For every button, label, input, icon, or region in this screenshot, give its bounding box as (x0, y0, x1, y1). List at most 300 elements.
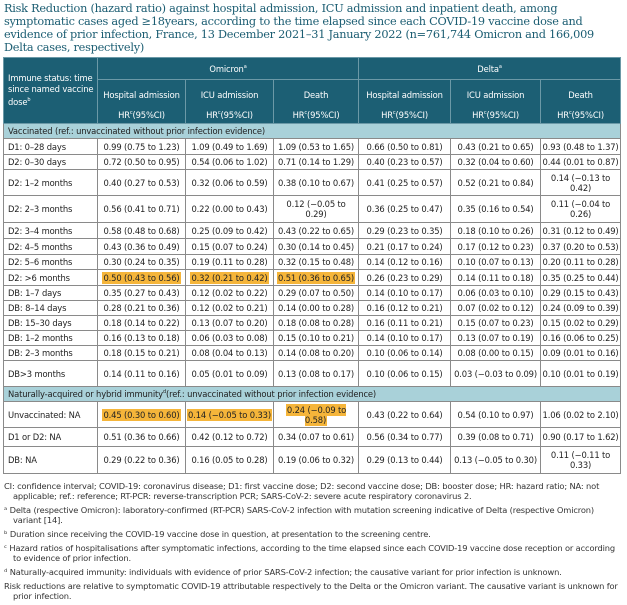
hr-value-cell (359, 428, 451, 447)
hr-value: 0.16 (0.13 to 0.18) (103, 333, 180, 343)
hr-label: HR (557, 109, 569, 120)
hr-value-cell (274, 196, 359, 223)
hr-value: 0.38 (0.10 to 0.67) (278, 177, 355, 188)
section-label (4, 124, 621, 139)
hr-value: 0.16 (0.06 to 0.25) (542, 333, 619, 343)
hr-value-cell (541, 155, 621, 170)
hr-sup: c (217, 110, 221, 117)
hr-value-cell (359, 170, 451, 196)
section-label (4, 387, 621, 402)
hr-value-cell (274, 331, 359, 346)
hr-value: 0.11 (−0.04 to 0.26) (550, 199, 611, 219)
hr-ci-label (452, 108, 539, 121)
hr-value: 0.39 (0.08 to 0.71) (457, 432, 534, 442)
hr-value: 0.29 (0.23 to 0.35) (366, 225, 443, 236)
hr-value-cell (359, 361, 451, 387)
hazard-ratio-table (3, 57, 621, 474)
hr-value-cell (541, 255, 621, 270)
row-label: D2: 0–30 days (4, 155, 98, 170)
hr-value: 0.10 (0.01 to 0.19) (542, 368, 619, 379)
column-header (98, 80, 186, 124)
column-label: ICU admission (466, 89, 525, 100)
footnote: ᵇ Duration since receiving the COVID-19 vaccine dose in question, at presentation to the screening centre. (4, 529, 431, 539)
hr-value-cell (98, 447, 186, 474)
hr-value: 0.18 (0.10 to 0.26) (457, 225, 534, 236)
section-ref: (ref.: unvaccinated without prior infection evidence) (166, 389, 377, 399)
hr-value-cell (541, 331, 621, 346)
column-label: ICU admission (200, 89, 259, 100)
variant-sup: a (243, 63, 247, 70)
hr-sup: c (129, 110, 133, 117)
column-label: Hospital admission (103, 89, 180, 100)
variant-group-header (98, 58, 359, 80)
hr-label: HR (206, 109, 218, 120)
row-label: DB: 2–3 months (4, 346, 98, 361)
hr-value: 0.11 (−0.11 to 0.33) (550, 450, 611, 470)
hr-value-cell (541, 239, 621, 255)
hr-value-cell (451, 270, 541, 286)
hr-value-cell (274, 270, 359, 286)
hr-value-cell (274, 286, 359, 301)
row-label: D2: 3–4 months (4, 223, 98, 239)
hr-value-cell (359, 196, 451, 223)
hr-value-cell (274, 316, 359, 331)
hr-value-cell (451, 346, 541, 361)
hr-value-cell (274, 239, 359, 255)
hr-value: 0.29 (0.15 to 0.43) (542, 288, 619, 298)
row-label: D2: 2–3 months (4, 196, 98, 223)
hr-value: 1.09 (0.49 to 1.69) (191, 141, 268, 152)
footnotes (4, 481, 624, 605)
hr-value-cell (451, 361, 541, 387)
table-row (4, 361, 621, 387)
stub-label: Immune status: time since named vaccine dose (8, 73, 94, 107)
hr-value: 0.26 (0.23 to 0.29) (366, 272, 443, 283)
hr-value: 1.09 (0.53 to 1.65) (278, 141, 355, 152)
hr-value-cell (541, 139, 621, 155)
hr-value-cell (359, 155, 451, 170)
hr-value: 0.12 (0.02 to 0.21) (191, 303, 268, 313)
row-label: D2: 5–6 months (4, 255, 98, 270)
hr-sup: c (392, 110, 396, 117)
hr-value: 0.32 (0.06 to 0.59) (191, 177, 268, 188)
hr-value-cell (274, 361, 359, 387)
hr-value: 0.56 (0.34 to 0.77) (366, 432, 443, 442)
hr-value-cell (98, 170, 186, 196)
hr-value-cell (186, 286, 274, 301)
hr-value-cell (451, 255, 541, 270)
row-label: D1: 0–28 days (4, 139, 98, 155)
variant-label: Omicron (209, 63, 244, 74)
hr-value: 0.43 (0.36 to 0.49) (103, 241, 180, 252)
hr-value-cell (186, 196, 274, 223)
ci-label: (95%CI) (571, 109, 604, 120)
table-row (4, 270, 621, 286)
hr-value: 0.07 (0.02 to 0.12) (457, 303, 534, 313)
hr-value: 0.56 (0.41 to 0.71) (103, 204, 180, 214)
hr-value-cell (186, 301, 274, 316)
hr-value: 0.20 (0.11 to 0.28) (542, 257, 619, 267)
footnote: ᶜ Hazard ratios of hospitalisations after symptomatic infections, according to the time elapsed since each COVID-19 vaccine dose reception or according to evidence of prior infection. (4, 543, 615, 563)
hr-value: 0.14 (0.10 to 0.17) (366, 333, 443, 343)
hr-value: 0.14 (0.08 to 0.20) (278, 348, 355, 358)
row-label: D2: >6 months (4, 270, 98, 286)
hr-value: 0.41 (0.25 to 0.57) (366, 177, 443, 188)
table-row (4, 196, 621, 223)
ci-label: (95%CI) (486, 109, 519, 120)
hr-value-cell (186, 223, 274, 239)
hr-value-cell (186, 331, 274, 346)
hr-label: HR (381, 109, 393, 120)
hr-value-cell (541, 402, 621, 428)
hr-value: 0.40 (0.27 to 0.53) (103, 177, 180, 188)
hr-value: 0.16 (0.05 to 0.28) (191, 455, 268, 465)
hr-value-cell (451, 170, 541, 196)
hr-value: 0.14 (−0.05 to 0.33) (188, 409, 271, 420)
table-row (4, 286, 621, 301)
section-title: Vaccinated (ref.: unvaccinated without prior infection evidence) (8, 126, 266, 136)
hr-value-cell (541, 316, 621, 331)
hr-value-cell (541, 170, 621, 196)
variant-sup: a (498, 63, 502, 70)
hr-value: 0.50 (0.43 to 0.56) (103, 272, 180, 283)
hr-value: 0.06 (0.03 to 0.10) (457, 288, 534, 298)
hr-value: 0.24 (0.09 to 0.39) (542, 303, 619, 313)
hr-value-cell (98, 155, 186, 170)
hr-value: 0.30 (0.24 to 0.35) (103, 257, 180, 267)
hr-value: 0.32 (0.15 to 0.48) (278, 257, 355, 267)
column-label: Death (303, 89, 329, 100)
hr-value-cell (541, 270, 621, 286)
hr-ci-label (360, 108, 449, 121)
hr-value: 0.14 (0.11 to 0.18) (457, 272, 534, 283)
hr-value-cell (451, 331, 541, 346)
hr-label: HR (292, 109, 305, 120)
hr-value: 0.08 (0.04 to 0.13) (191, 348, 268, 358)
hr-value-cell (359, 301, 451, 316)
hr-value-cell (98, 428, 186, 447)
ci-label: (95%CI) (307, 109, 340, 120)
row-label: Unvaccinated: NA (4, 402, 98, 428)
hr-value: 0.03 (−0.03 to 0.09) (454, 368, 537, 379)
hr-value: 0.43 (0.22 to 0.64) (366, 409, 443, 420)
hr-value: 0.24 (−0.09 to 0.58) (286, 404, 347, 425)
hr-sup: c (568, 110, 572, 117)
table-row (4, 331, 621, 346)
hr-value: 0.08 (0.00 to 0.15) (457, 348, 534, 358)
hr-value: 0.29 (0.07 to 0.50) (278, 288, 355, 298)
hr-value: 0.10 (0.06 to 0.15) (366, 368, 443, 379)
hr-value-cell (186, 361, 274, 387)
footnote: ᵃ Delta (respective Omicron): laboratory-confirmed (RT-PCR) SARS-CoV-2 infection with mutation screening indicative of Delta (respective Omicron) variant [14]. (4, 505, 594, 525)
hr-value-cell (451, 286, 541, 301)
table-row (4, 239, 621, 255)
hr-value-cell (359, 331, 451, 346)
hr-value-cell (359, 223, 451, 239)
hr-value: 0.35 (0.27 to 0.43) (103, 288, 180, 298)
table-title: Risk Reduction (hazard ratio) against hospital admission, ICU admission and inpatient death, among symptomatic cases aged ≥18years, according to the time elapsed since each COVID-19 vaccine dose and evidence of prior infection, France, 13 December 2021–31 January 2022 (n=761,744 Omicron and 166,009 Delta cases, respectively) (4, 2, 594, 54)
hr-value: 0.42 (0.12 to 0.72) (191, 432, 268, 442)
hr-value-cell (541, 361, 621, 387)
hr-value: 0.14 (0.12 to 0.16) (366, 257, 443, 267)
hr-value: 0.09 (0.01 to 0.16) (542, 348, 619, 358)
row-label: DB>3 months (4, 361, 98, 387)
hr-value: 0.21 (0.17 to 0.24) (366, 241, 443, 252)
hr-value: 0.90 (0.17 to 1.62) (542, 432, 619, 442)
hr-value-cell (274, 155, 359, 170)
table-row (4, 139, 621, 155)
hr-value: 0.72 (0.50 to 0.95) (103, 157, 180, 167)
table-row (4, 447, 621, 474)
hr-value-cell (186, 170, 274, 196)
hr-value: 0.13 (0.08 to 0.17) (278, 368, 355, 379)
table-row (4, 223, 621, 239)
hr-value: 0.17 (0.12 to 0.23) (457, 241, 534, 252)
hr-value: 0.05 (0.01 to 0.09) (191, 368, 268, 379)
hr-value-cell (186, 346, 274, 361)
hr-sup: c (304, 110, 308, 117)
table-row (4, 428, 621, 447)
hr-value: 0.19 (0.06 to 0.32) (278, 455, 355, 465)
hr-value-cell (359, 286, 451, 301)
hr-value-cell (541, 346, 621, 361)
hr-value: 0.29 (0.22 to 0.36) (103, 455, 180, 465)
hr-value: 0.14 (−0.13 to 0.42) (550, 172, 611, 193)
hr-ci-label (99, 108, 184, 121)
hr-value: 0.35 (0.25 to 0.44) (542, 272, 619, 283)
hr-ci-label (275, 108, 357, 121)
hr-value-cell (98, 331, 186, 346)
hr-value: 0.58 (0.48 to 0.68) (103, 225, 180, 236)
hr-value-cell (98, 239, 186, 255)
hr-value: 0.14 (0.11 to 0.16) (103, 368, 180, 379)
column-header (274, 80, 359, 124)
variant-label: Delta (477, 63, 499, 74)
hr-value-cell (274, 223, 359, 239)
hr-value: 0.22 (0.00 to 0.43) (191, 204, 268, 214)
table-row (4, 155, 621, 170)
hr-value: 0.35 (0.16 to 0.54) (457, 204, 534, 214)
hr-label: HR (118, 109, 130, 120)
hr-value-cell (98, 361, 186, 387)
hr-value: 0.15 (0.07 to 0.24) (191, 241, 268, 252)
hr-value-cell (451, 196, 541, 223)
hr-value: 0.13 (0.07 to 0.19) (457, 333, 534, 343)
hr-value-cell (98, 286, 186, 301)
section-title: Naturally-acquired or hybrid immunity (8, 389, 163, 399)
hr-value-cell (359, 255, 451, 270)
hr-value: 0.14 (0.10 to 0.17) (366, 288, 443, 298)
hr-value: 0.15 (0.10 to 0.21) (278, 333, 355, 343)
hr-value-cell (186, 155, 274, 170)
hr-value-cell (541, 223, 621, 239)
hr-value-cell (451, 428, 541, 447)
hr-value-cell (359, 139, 451, 155)
header-row-groups (4, 58, 621, 80)
stub-header (4, 58, 98, 124)
hr-value-cell (359, 447, 451, 474)
row-label: DB: 1–7 days (4, 286, 98, 301)
hr-value-cell (98, 301, 186, 316)
hr-value-cell (98, 196, 186, 223)
hr-value: 0.40 (0.23 to 0.57) (366, 157, 443, 167)
hr-value-cell (541, 286, 621, 301)
hr-value-cell (359, 402, 451, 428)
stub-sup: b (27, 97, 31, 104)
hr-value: 0.14 (0.00 to 0.28) (278, 303, 355, 313)
row-label: DB: NA (4, 447, 98, 474)
hr-value-cell (541, 447, 621, 474)
hr-value-cell (359, 270, 451, 286)
section-row (4, 124, 621, 139)
section-sup: d (162, 389, 166, 396)
hr-value-cell (451, 447, 541, 474)
hr-value: 0.13 (−0.05 to 0.30) (454, 455, 537, 465)
hr-value-cell (98, 402, 186, 428)
hr-value: 0.32 (0.21 to 0.42) (191, 272, 268, 283)
hr-value: 0.18 (0.08 to 0.28) (278, 318, 355, 328)
hr-value: 0.43 (0.22 to 0.65) (278, 225, 355, 236)
hr-value-cell (451, 316, 541, 331)
hr-value-cell (451, 223, 541, 239)
section-row (4, 387, 621, 402)
hr-value: 0.10 (0.06 to 0.14) (366, 348, 443, 358)
hr-value-cell (274, 139, 359, 155)
hr-value-cell (274, 301, 359, 316)
hr-value: 0.06 (0.03 to 0.08) (191, 333, 268, 343)
hr-value: 0.54 (0.10 to 0.97) (457, 409, 534, 420)
hr-value-cell (274, 402, 359, 428)
hr-value: 0.18 (0.15 to 0.21) (103, 348, 180, 358)
hr-value: 0.15 (0.07 to 0.23) (457, 318, 534, 328)
hr-value: 0.15 (0.02 to 0.29) (542, 318, 619, 328)
hr-value-cell (186, 316, 274, 331)
hr-value: 0.28 (0.21 to 0.36) (103, 303, 180, 313)
hr-value: 0.44 (0.01 to 0.87) (542, 157, 619, 167)
hr-value-cell (98, 270, 186, 286)
hr-value: 0.16 (0.12 to 0.21) (366, 303, 443, 313)
hr-value-cell (451, 155, 541, 170)
column-label: Death (568, 89, 593, 100)
hr-value: 0.30 (0.14 to 0.45) (278, 241, 355, 252)
hr-value: 0.71 (0.14 to 1.29) (278, 157, 355, 167)
hr-value-cell (359, 346, 451, 361)
table-row (4, 316, 621, 331)
hr-value-cell (274, 346, 359, 361)
hr-value: 0.29 (0.13 to 0.44) (366, 455, 443, 465)
hr-value: 1.06 (0.02 to 2.10) (542, 409, 619, 420)
hr-value-cell (98, 139, 186, 155)
hr-value: 0.99 (0.75 to 1.23) (103, 141, 180, 152)
hr-value: 0.54 (0.06 to 1.02) (191, 157, 268, 167)
hr-value-cell (451, 402, 541, 428)
hr-value: 0.36 (0.25 to 0.47) (366, 204, 443, 214)
hr-value-cell (186, 239, 274, 255)
hr-value: 0.18 (0.14 to 0.22) (103, 318, 180, 328)
hr-value: 0.32 (0.04 to 0.60) (457, 157, 534, 167)
hr-value: 0.43 (0.21 to 0.65) (457, 141, 534, 152)
table-row (4, 402, 621, 428)
hr-sup: c (483, 110, 487, 117)
hr-value-cell (274, 170, 359, 196)
hr-value: 0.34 (0.07 to 0.61) (278, 432, 355, 442)
hr-value-cell (451, 239, 541, 255)
column-header (186, 80, 274, 124)
footnote: CI: confidence interval; COVID-19: coronavirus disease; D1: first vaccine dose; D2: second vaccine dose; DB: booster dose; HR: hazard ratio; NA: not applicable; ref.: reference; RT-PCR: reverse-transcription PCR; SARS-CoV-2: severe acute respiratory coronavirus 2. (4, 481, 600, 501)
hr-value-cell (541, 301, 621, 316)
ci-label: (95%CI) (220, 109, 253, 120)
ci-label: (95%CI) (395, 109, 428, 120)
hr-value-cell (274, 255, 359, 270)
hr-value: 0.93 (0.48 to 1.37) (542, 141, 619, 152)
row-label: DB: 1–2 months (4, 331, 98, 346)
hr-value-cell (541, 428, 621, 447)
ci-label: (95%CI) (132, 109, 165, 120)
hr-value-cell (359, 239, 451, 255)
hr-value: 0.12 (0.02 to 0.22) (191, 288, 268, 298)
variant-group-header (359, 58, 621, 80)
hr-value-cell (186, 428, 274, 447)
hr-value: 0.51 (0.36 to 0.66) (103, 432, 180, 442)
hr-value-cell (359, 316, 451, 331)
hr-value-cell (186, 270, 274, 286)
row-label: D1 or D2: NA (4, 428, 98, 447)
row-label: DB: 15–30 days (4, 316, 98, 331)
table-row (4, 346, 621, 361)
column-header (541, 80, 621, 124)
hr-value: 0.12 (−0.05 to 0.29) (286, 199, 346, 219)
hr-value: 0.51 (0.36 to 0.65) (278, 272, 355, 283)
column-label: Hospital admission (366, 89, 443, 100)
hr-value-cell (98, 316, 186, 331)
table-row (4, 255, 621, 270)
hr-value-cell (274, 428, 359, 447)
row-label: D2: 1–2 months (4, 170, 98, 196)
hr-ci-label (187, 108, 272, 121)
footnote: ᵈ Naturally-acquired immunity: individuals with evidence of prior SARS-CoV-2 infection; the causative variant for prior infection is unknown. (4, 567, 562, 577)
table-row (4, 170, 621, 196)
hr-value: 0.37 (0.20 to 0.53) (542, 241, 619, 252)
hr-value-cell (186, 255, 274, 270)
hr-value-cell (274, 447, 359, 474)
hr-value-cell (451, 139, 541, 155)
hr-value: 0.31 (0.12 to 0.49) (542, 225, 619, 236)
hr-value: 0.45 (0.30 to 0.60) (103, 409, 180, 420)
row-label: D2: 4–5 months (4, 239, 98, 255)
hr-value-cell (98, 223, 186, 239)
hr-value-cell (98, 346, 186, 361)
hr-value-cell (186, 402, 274, 428)
hr-label: HR (472, 109, 484, 120)
column-header (451, 80, 541, 124)
hr-value: 0.16 (0.11 to 0.21) (366, 318, 443, 328)
hr-value: 0.52 (0.21 to 0.84) (457, 177, 534, 188)
hr-value-cell (541, 196, 621, 223)
hr-value: 0.66 (0.50 to 0.81) (366, 141, 443, 152)
hr-value-cell (451, 301, 541, 316)
hr-ci-label (542, 108, 619, 121)
hr-value-cell (98, 255, 186, 270)
row-label: DB: 8–14 days (4, 301, 98, 316)
table-row (4, 301, 621, 316)
hr-value-cell (186, 447, 274, 474)
hr-value: 0.10 (0.07 to 0.13) (457, 257, 534, 267)
hr-value: 0.25 (0.09 to 0.42) (191, 225, 268, 236)
hr-value: 0.19 (0.11 to 0.28) (191, 257, 268, 267)
footnote: Risk reductions are relative to symptomatic COVID-19 attributable respectively to the Delta or the Omicron variant. The causative variant is unknown for prior infection. (4, 581, 618, 601)
hr-value: 0.13 (0.07 to 0.20) (191, 318, 268, 328)
column-header (359, 80, 451, 124)
